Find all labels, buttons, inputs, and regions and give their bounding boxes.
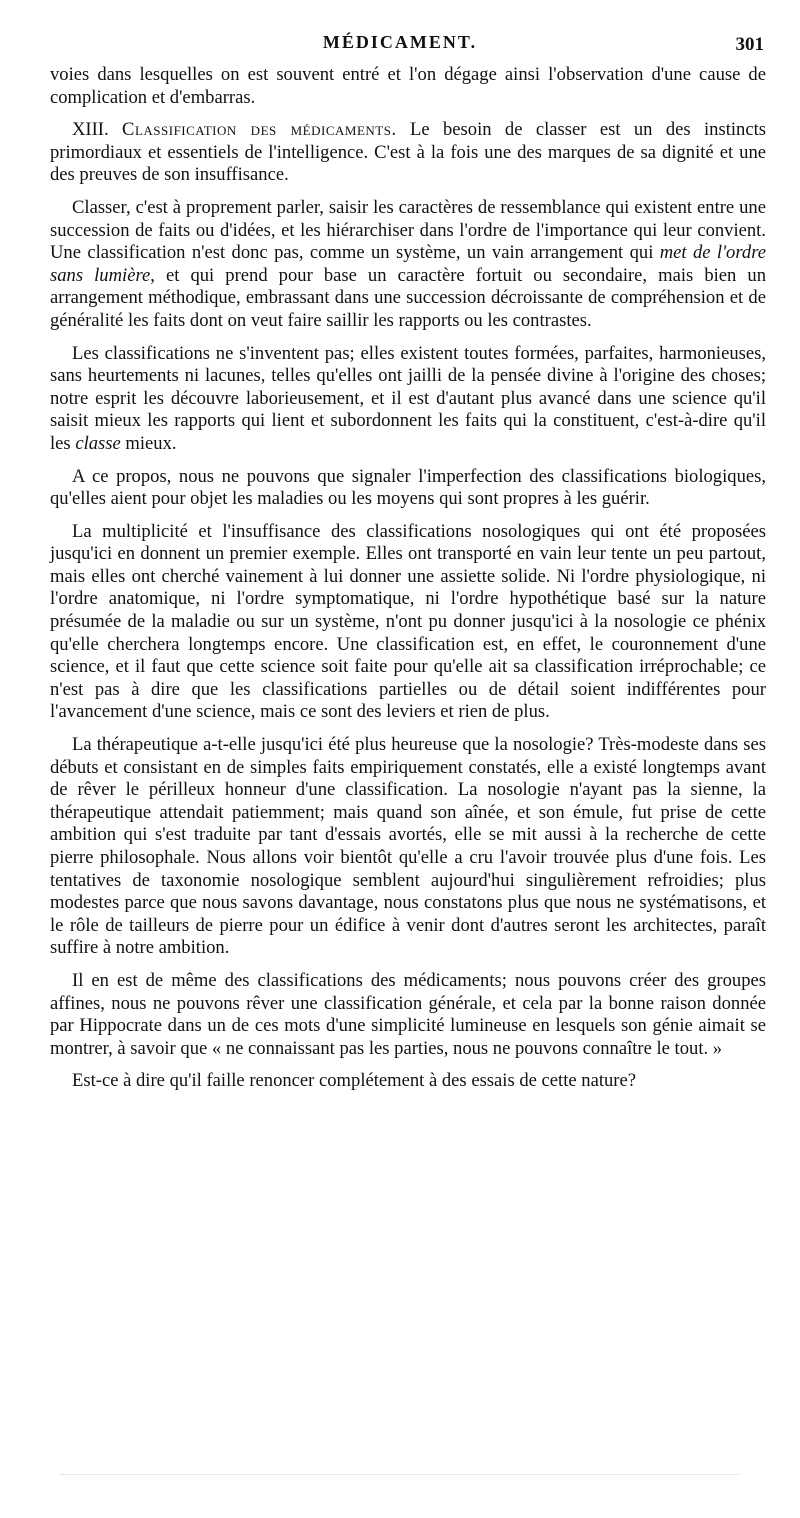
italic-word: classe: [75, 432, 121, 454]
paragraph-text: Les classifications ne s'inventent pas; elles existent toutes formées, parfaites, harmonieuses, sans heurtements ni lacunes, telles qu'elles ont jailli de la pensée divine à l'origine des choses; notre esprit les découvre laborieusement, et il est d'autant plus avancé dans une science qu'il saisit mieux les rapports qui lient et subordonnent les faits qui la constituent, c'est-à-dire qu'il les: [50, 342, 766, 454]
page-number: 301: [735, 34, 764, 55]
section-number: XIII.: [72, 119, 109, 141]
italic-phrase: met de l'ordre sans lumière: [50, 242, 766, 286]
paragraph-classer: [50, 197, 766, 333]
paragraph-section-xiii: [50, 119, 766, 187]
paragraph-medicaments: Il en est de même des classifications des médicaments; nous pouvons créer des groupes affines, nous ne pouvons rêver une classification générale, et cela par la bonne raison donnée par Hippocrate dans un de ces mots d'une simplicité lumineuse en lesquels son génie aimait se montrer, à savoir que « ne connaissant pas les parties, nous ne pouvons connaître le tout. »: [50, 969, 766, 1059]
paragraph-therapeutique: La thérapeutique a-t-elle jusqu'ici été plus heureuse que la nosologie? Très-modeste dans ses débuts et consistant en de simples faits empiriquement constatés, elle a existé longtemps avant de rêver le périlleux honneur d'une classification. La nosologie n'ayant pas la sienne, la thérapeutique attendait patiemment; mais quand son aînée, et son émule, fut prise de cette ambition qui s'est traduite par tant d'essais avortés, elle se mit aussi à la recherche de cette pierre philosophale. Nous allons voir bientôt qu'elle a cru l'avoir trouvée plus d'une fois. Les tentatives de taxonomie nosologique semblent aujourd'hui singulièrement refroidies; plus modestes parce que nous savons davantage, nous constatons plus que nous ne systématisons, et le rôle de tailleurs de pierre pour un édifice à venir dont d'autres seront les architectes, paraît suffire à notre ambition.: [50, 734, 766, 959]
paragraph-text: Le besoin de classer est un des instincts primordiaux et essentiels de l'intelligence. C'est à la fois une des marques de sa dignité et une des preuves de son insuffisance.: [50, 119, 766, 186]
paragraph-question: Est-ce à dire qu'il faille renoncer complétement à des essais de cette nature?: [72, 1070, 636, 1092]
paragraph-text: , et qui prend pour base un caractère fortuit ou secondaire, mais bien un arrangement méthodique, embrassant dans une succession décroissante de compréhension et de généralité les faits dont on veut faire saillir les rapports ou les contrastes.: [50, 264, 767, 331]
paragraph-continuation: voies dans lesquelles on est souvent entré et l'on dégage ainsi l'observation d'une cause de complication et d'embarras.: [50, 64, 766, 108]
paragraph-text: Classer, c'est à proprement parler, saisir les caractères de ressemblance qui existent entre une succession de faits ou d'idées, et les hiérarchiser dans l'ordre de l'importance qui leur convient. Une classification n'est donc pas, comme un système, un vain arrangement qui: [50, 196, 766, 264]
paragraph-classifications: [50, 343, 766, 456]
bottom-scan-marks: [60, 1474, 740, 1483]
paragraph-text: mieux.: [120, 432, 177, 454]
running-title: MÉDICAMENT.: [322, 32, 478, 52]
section-heading: Classification des médicaments.: [122, 119, 397, 141]
paragraph-multiplicite: La multiplicité et l'insuffisance des classifications nosologiques qui ont été proposées jusqu'ici en donnent un premier exemple. Elles ont transporté en vain leur tente un peu partout, mais elles ont cherché vainement à lui donner une assiette solide. Ni l'ordre physiologique, ni l'ordre anatomique, ni l'ordre symptomatique, ni l'ordre hypothétique basé sur la nature présumée de la maladie ou sur un système, n'ont pu donner jusqu'ici à la nosologie ce phénix qu'elle cherchera longtemps encore. Une classification est, en effet, le couronnement d'une science, et il faut que cette science soit faite pour qu'elle ait sa classification irréprochable; ce n'est pas à dire que les classifications partielles ou de détail soient indifférentes pour l'avancement d'une science, mais ce sont des leviers et rien de plus.: [50, 520, 766, 723]
paragraph-a-ce-propos: A ce propos, nous ne pouvons que signaler l'imperfection des classifications biologiques, qu'elles aient pour objet les maladies ou les moyens qui sont propres à les guérir.: [50, 465, 766, 510]
running-head: [0, 28, 800, 58]
body-text: [50, 64, 766, 1103]
